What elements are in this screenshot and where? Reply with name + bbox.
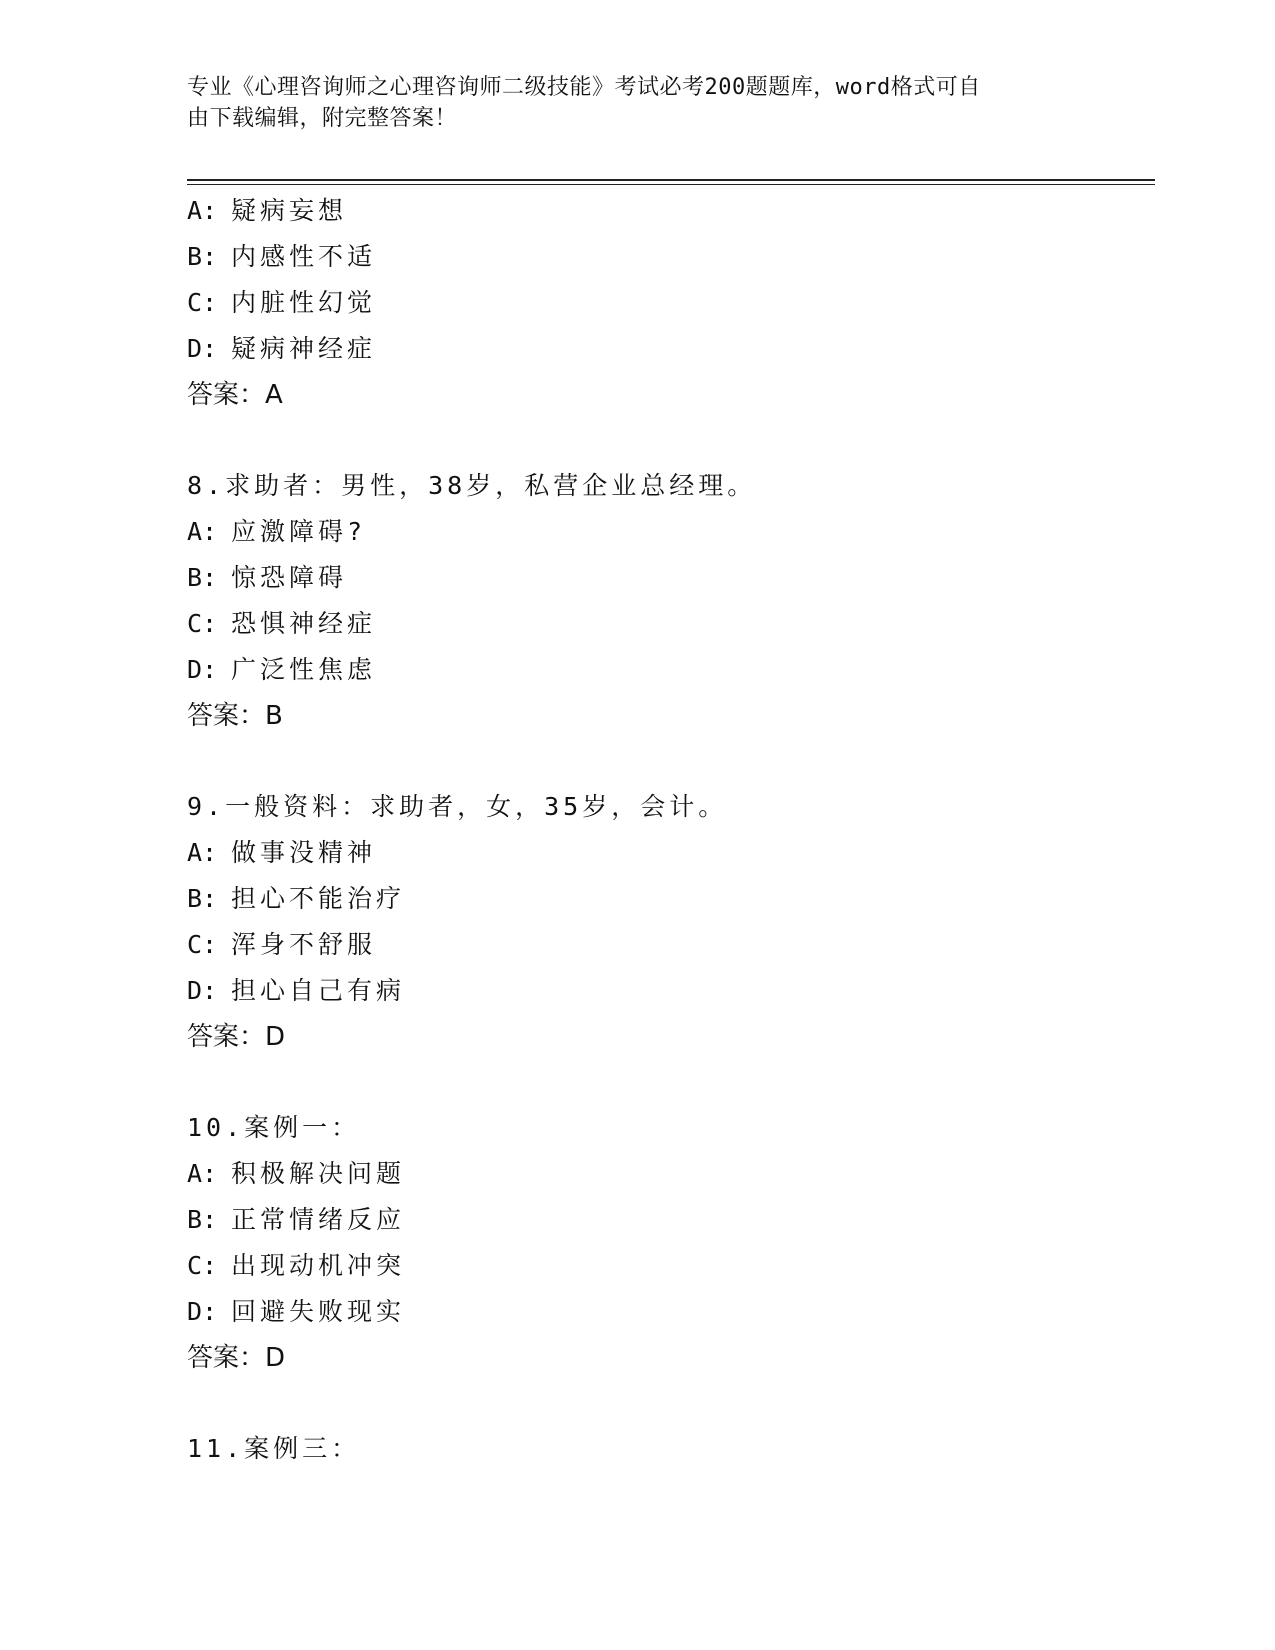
option-text: 疑病妄想 <box>231 196 348 225</box>
option-label: D: <box>187 1297 218 1326</box>
option-label: B: <box>187 242 218 271</box>
option-row <box>187 326 1155 372</box>
option-label: A: <box>187 1159 218 1188</box>
header-line-2: 由下载编辑，附完整答案！ <box>187 106 458 131</box>
option-text: 广泛性焦虑 <box>231 655 377 684</box>
option-row <box>187 509 1155 555</box>
question-block <box>187 1105 1155 1381</box>
answer-line: 答案：A <box>187 380 283 410</box>
option-label: C: <box>187 609 218 638</box>
option-row <box>187 234 1155 280</box>
option-text: 出现动机冲突 <box>231 1251 406 1280</box>
question-list <box>187 188 1155 1517</box>
answer-line: 答案：B <box>187 701 283 731</box>
header-line-1: 专业《心理咨询师之心理咨询师二级技能》考试必考200题题库，word格式可自 <box>187 75 981 100</box>
header-rule-bottom <box>187 184 1155 185</box>
option-text: 内感性不适 <box>231 242 377 271</box>
option-row <box>187 647 1155 693</box>
option-text: 应激障碍? <box>231 517 367 546</box>
option-row <box>187 1151 1155 1197</box>
option-text: 做事没精神 <box>231 838 377 867</box>
option-row <box>187 968 1155 1014</box>
option-text: 恐惧神经症 <box>231 609 377 638</box>
option-row <box>187 555 1155 601</box>
option-text: 回避失败现实 <box>231 1297 406 1326</box>
answer-line: 答案：D <box>187 1022 286 1052</box>
option-text: 浑身不舒服 <box>231 930 377 959</box>
option-label: B: <box>187 563 218 592</box>
option-label: D: <box>187 976 218 1005</box>
question-title: 8.求助者：男性，38岁，私营企业总经理。 <box>187 471 757 500</box>
option-row <box>187 1197 1155 1243</box>
question-block <box>187 463 1155 739</box>
option-row <box>187 601 1155 647</box>
option-label: D: <box>187 334 218 363</box>
option-text: 正常情绪反应 <box>231 1205 406 1234</box>
option-text: 惊恐障碍 <box>231 563 348 592</box>
option-row <box>187 922 1155 968</box>
option-row <box>187 830 1155 876</box>
option-label: C: <box>187 930 218 959</box>
question-block <box>187 784 1155 1060</box>
option-row <box>187 1289 1155 1335</box>
question-block <box>187 1426 1155 1472</box>
option-label: A: <box>187 196 218 225</box>
option-row <box>187 280 1155 326</box>
header-rule-top <box>187 179 1155 181</box>
question-block <box>187 188 1155 418</box>
answer-line: 答案：D <box>187 1343 286 1373</box>
option-label: D: <box>187 655 218 684</box>
option-label: B: <box>187 884 218 913</box>
question-title: 11.案例三： <box>187 1434 361 1463</box>
option-label: B: <box>187 1205 218 1234</box>
option-label: A: <box>187 838 218 867</box>
option-row <box>187 876 1155 922</box>
question-title: 9.一般资料：求助者，女，35岁，会计。 <box>187 792 728 821</box>
option-label: C: <box>187 1251 218 1280</box>
question-title: 10.案例一： <box>187 1113 361 1142</box>
document-header <box>187 72 1087 134</box>
option-text: 疑病神经症 <box>231 334 377 363</box>
option-label: A: <box>187 517 218 546</box>
option-text: 担心自己有病 <box>231 976 406 1005</box>
option-text: 内脏性幻觉 <box>231 288 377 317</box>
option-row <box>187 1243 1155 1289</box>
option-label: C: <box>187 288 218 317</box>
option-text: 积极解决问题 <box>231 1159 406 1188</box>
option-row <box>187 188 1155 234</box>
option-text: 担心不能治疗 <box>231 884 406 913</box>
